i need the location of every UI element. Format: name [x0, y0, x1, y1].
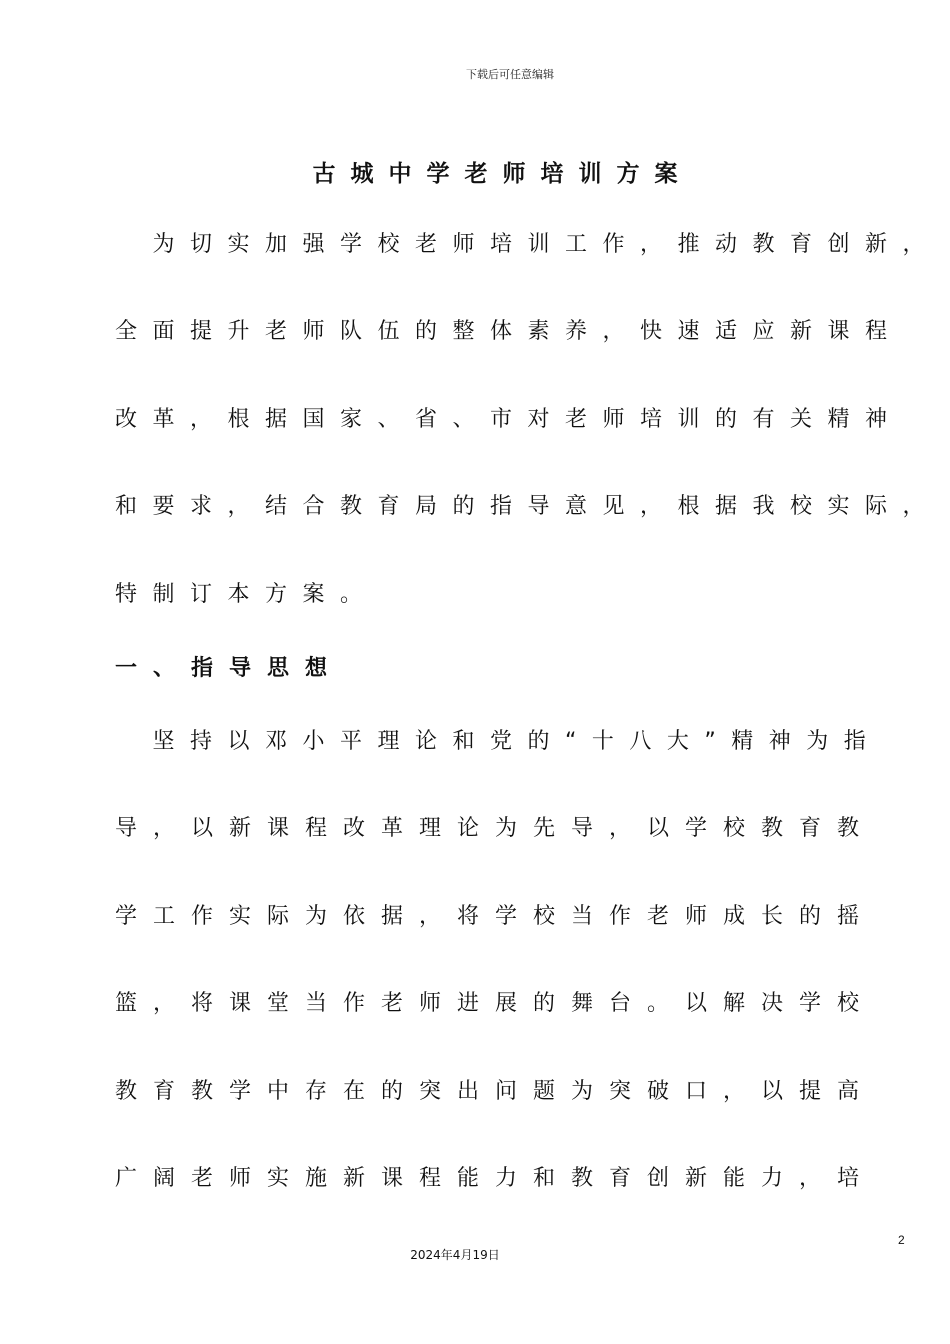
section-line: 篮，将课堂当作老师进展的舞台。以解决学校 [115, 991, 876, 1016]
page-number: 2 [898, 1233, 905, 1247]
section-line: 教育教学中存在的突出问题为突破口，以提高 [115, 1079, 876, 1104]
section-line: 学工作实际为依据，将学校当作老师成长的摇 [115, 904, 876, 929]
section-line: 广阔老师实施新课程能力和教育创新能力，培 [115, 1166, 876, 1191]
document-title: 古城中学老师培训方案 [312, 161, 693, 187]
intro-line: 为切实加强学校老师培训工作，推动教育创新， [115, 232, 941, 257]
intro-line: 改革，根据国家、省、市对老师培训的有关精神 [115, 407, 903, 432]
footer-date: 2024年4月19日 [410, 1248, 500, 1262]
section-line: 导，以新课程改革理论为先导，以学校教育教 [115, 816, 876, 841]
intro-line: 全面提升老师队伍的整体素养，快速适应新课程 [115, 319, 903, 344]
section-heading: 一、指导思想 [115, 656, 344, 681]
header-note: 下载后可任意编辑 [466, 68, 554, 81]
intro-line: 特制订本方案。 [115, 582, 378, 607]
intro-line: 和要求，结合教育局的指导意见，根据我校实际， [115, 494, 941, 519]
section-line: 坚持以邓小平理论和党的“十八大”精神为指 [115, 729, 882, 754]
